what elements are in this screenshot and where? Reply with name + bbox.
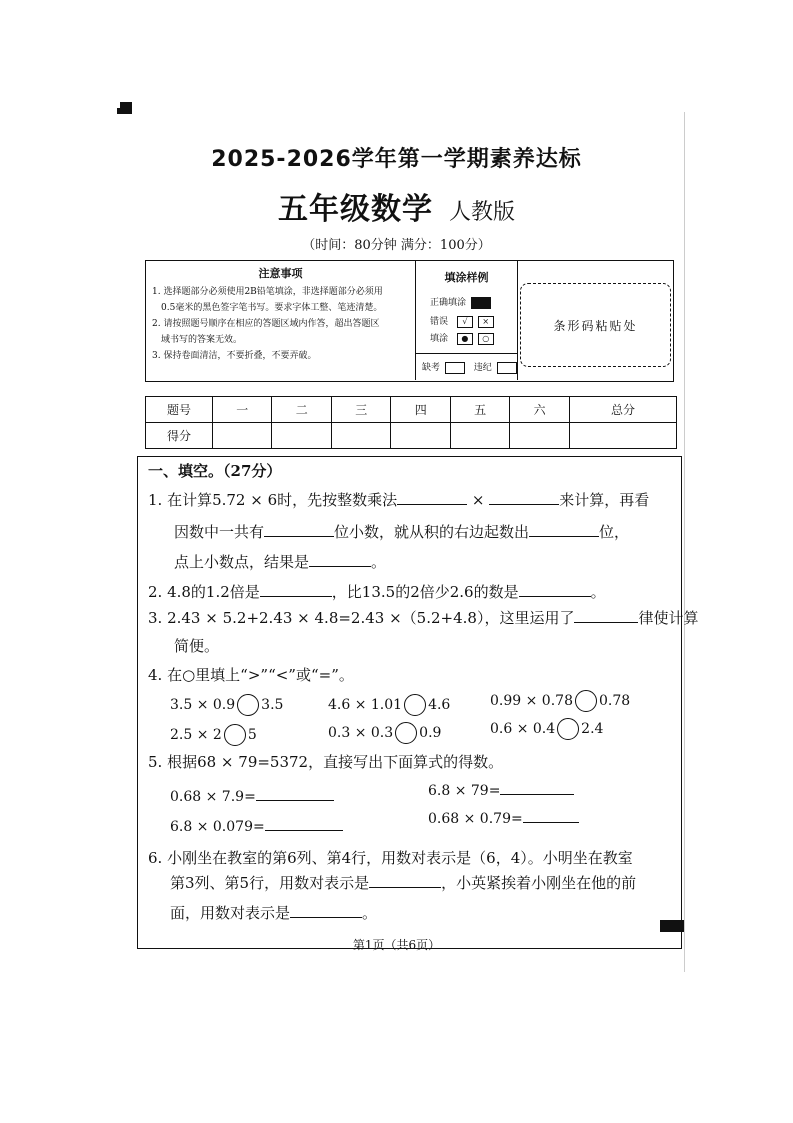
q5-item [428, 780, 574, 801]
question-3-line-1 [148, 608, 698, 628]
answer-blank[interactable] [500, 780, 574, 795]
question-text: × [471, 491, 485, 509]
question-text: ，小英紧挨着小刚坐在他的前 [441, 874, 637, 892]
q5-expression: 0.68 × 0.79= [428, 811, 523, 827]
compare-circle[interactable] [237, 694, 259, 716]
answer-blank[interactable] [265, 816, 343, 831]
notice-item: 0.5毫米的黑色签字笔书写。要求字体工整、笔迹清楚。 [161, 303, 383, 313]
page-number: 第1页（共6页） [352, 938, 441, 952]
compare-item [328, 722, 441, 744]
score-table-score-row [146, 423, 677, 449]
q5-item [170, 786, 334, 807]
q5-item [428, 808, 579, 829]
score-row-label: 得分 [146, 423, 213, 449]
score-cell[interactable] [272, 423, 331, 449]
answer-blank[interactable] [397, 490, 467, 505]
question-text: 位， [599, 523, 630, 541]
score-table-header: 五 [450, 397, 509, 423]
compare-circle[interactable] [575, 690, 597, 712]
answer-blank[interactable] [290, 903, 362, 918]
compare-item [490, 718, 603, 740]
compare-circle[interactable] [395, 722, 417, 744]
question-text: 第3列、第5行，用数对表示是 [170, 874, 370, 892]
answer-blank[interactable] [260, 582, 332, 597]
question-text: 律使计算 [638, 609, 699, 627]
answer-blank[interactable] [519, 582, 591, 597]
compare-circle[interactable] [224, 724, 246, 746]
answer-blank[interactable] [574, 608, 638, 623]
wrong-fill-label: 错误 [430, 317, 449, 327]
compare-circle[interactable] [557, 718, 579, 740]
question-text: 3. 2.43 × 5.2+2.43 × 4.8=2.43 ×（5.2+4.8），这里运用了 [148, 609, 575, 627]
absent-violation-row [422, 360, 517, 374]
score-table-header: 三 [331, 397, 390, 423]
question-text: 位小数，就从积的右边起数出 [334, 523, 530, 541]
notice-item: 域书写的答案无效。 [161, 335, 243, 345]
exam-title [0, 184, 793, 228]
question-6-line-1: 6. 小刚坐在教室的第6列、第4行，用数对表示是（6，4）。小明坐在教室 [148, 849, 633, 867]
compare-left: 4.6 × 1.01 [328, 697, 403, 713]
correct-fill-label: 正确填涂 [430, 298, 467, 308]
score-table-header: 四 [391, 397, 450, 423]
question-text: 。 [590, 583, 606, 601]
score-cell[interactable] [391, 423, 450, 449]
answer-blank[interactable] [309, 552, 371, 567]
notice-box [145, 260, 674, 382]
question-1-line-1 [148, 490, 649, 510]
notice-item: 1. 选择题部分必须使用2B铅笔填涂，非选择题部分必须用 [152, 287, 383, 297]
notice-section [146, 261, 416, 380]
score-cell[interactable] [510, 423, 569, 449]
notice-heading: 注意事项 [258, 267, 303, 280]
question-text: ，比13.5的2倍少2.6的数是 [331, 583, 519, 601]
answer-blank[interactable] [369, 873, 441, 888]
compare-circle[interactable] [404, 694, 426, 716]
compare-left: 3.5 × 0.9 [170, 697, 236, 713]
compare-right: 3.5 [261, 697, 284, 713]
answer-blank[interactable] [489, 490, 559, 505]
q5-expression: 6.8 × 0.079= [170, 819, 265, 835]
filled-bubble-icon [471, 297, 491, 309]
q5-expression: 6.8 × 79= [428, 783, 501, 799]
notice-item: 2. 请按照题号顺序在相应的答题区域内作答，超出答题区 [152, 319, 380, 329]
check-mark-icon: √ [457, 316, 473, 328]
q5-expression: 0.68 × 7.9= [170, 789, 256, 805]
circle-mark-icon: ○ [478, 333, 494, 345]
answer-blank[interactable] [264, 522, 334, 537]
q5-item [170, 816, 343, 837]
cross-mark-icon: × [478, 316, 494, 328]
exam-time-score-info: （时间：80分钟 满分：100分） [302, 238, 491, 253]
question-text: 2. 4.8的1.2倍是 [148, 583, 260, 601]
fill-sample-divider [416, 353, 517, 354]
question-text: 。 [362, 904, 378, 922]
compare-right: 0.9 [419, 725, 442, 741]
question-1-line-2 [174, 522, 629, 542]
score-cell[interactable] [569, 423, 676, 449]
question-text: 因数中一共有 [174, 523, 265, 541]
question-4: 4. 在○里填上“>”“<”或“=”。 [148, 666, 354, 684]
answer-blank[interactable] [523, 808, 579, 823]
violation-checkbox[interactable] [497, 362, 517, 374]
violation-label: 违纪 [473, 363, 492, 373]
compare-right: 4.6 [428, 697, 451, 713]
wrong-fill-label-2: 填涂 [430, 334, 449, 344]
compare-right: 2.4 [581, 721, 604, 737]
question-1-line-3 [174, 552, 386, 572]
score-table-header: 六 [510, 397, 569, 423]
score-table [145, 396, 677, 449]
compare-left: 2.5 × 2 [170, 727, 222, 743]
fill-sample-section [416, 261, 518, 380]
score-cell[interactable] [450, 423, 509, 449]
wrong-fill-row-1 [430, 314, 494, 328]
question-3-line-2: 简便。 [174, 637, 220, 655]
question-text: 1. 在计算5.72 × 6时，先按整数乘法 [148, 491, 398, 509]
compare-item [328, 694, 450, 716]
fill-sample-heading: 填涂样例 [444, 271, 489, 284]
compare-item [490, 690, 630, 712]
correct-fill-row [430, 295, 491, 309]
question-6-line-2 [170, 873, 636, 893]
compare-left: 0.99 × 0.78 [490, 693, 573, 709]
question-text: 面，用数对表示是 [170, 904, 291, 922]
score-cell[interactable] [213, 423, 272, 449]
absent-label: 缺考 [422, 363, 441, 373]
score-table-header-row [146, 397, 677, 423]
question-text: 。 [371, 553, 387, 571]
dot-mark-icon: ● [457, 333, 473, 345]
question-2 [148, 582, 606, 602]
compare-left: 0.3 × 0.3 [328, 725, 394, 741]
corner-registration-tick [117, 108, 123, 114]
score-cell[interactable] [331, 423, 390, 449]
wrong-fill-row-2 [430, 331, 494, 345]
edition-label: 人教版 [448, 200, 515, 225]
question-5: 5. 根据68 × 79=5372，直接写出下面算式的得数。 [148, 753, 504, 771]
question-6-line-3 [170, 903, 377, 923]
exam-year-title: 2025-2026学年第一学期素养达标 [211, 147, 582, 172]
compare-right: 0.78 [598, 693, 631, 709]
notice-item: 3. 保持卷面清洁，不要折叠，不要弄破。 [152, 351, 317, 361]
score-table-header: 总分 [569, 397, 676, 423]
question-text: 点上小数点，结果是 [174, 553, 310, 571]
compare-item [170, 694, 283, 716]
barcode-area: 条形码粘贴处 [520, 283, 671, 367]
absent-checkbox[interactable] [445, 362, 465, 374]
question-text: 来计算，再看 [559, 491, 650, 509]
score-table-header: 一 [213, 397, 272, 423]
compare-item [170, 724, 257, 746]
score-table-header: 题号 [146, 397, 213, 423]
score-table-header: 二 [272, 397, 331, 423]
answer-blank[interactable] [529, 522, 599, 537]
compare-right: 5 [247, 727, 257, 743]
subject-title: 五年级数学 [277, 192, 433, 227]
answer-blank[interactable] [256, 786, 334, 801]
compare-left: 0.6 × 0.4 [490, 721, 556, 737]
section-title: 一、填空。（27分） [148, 462, 282, 480]
